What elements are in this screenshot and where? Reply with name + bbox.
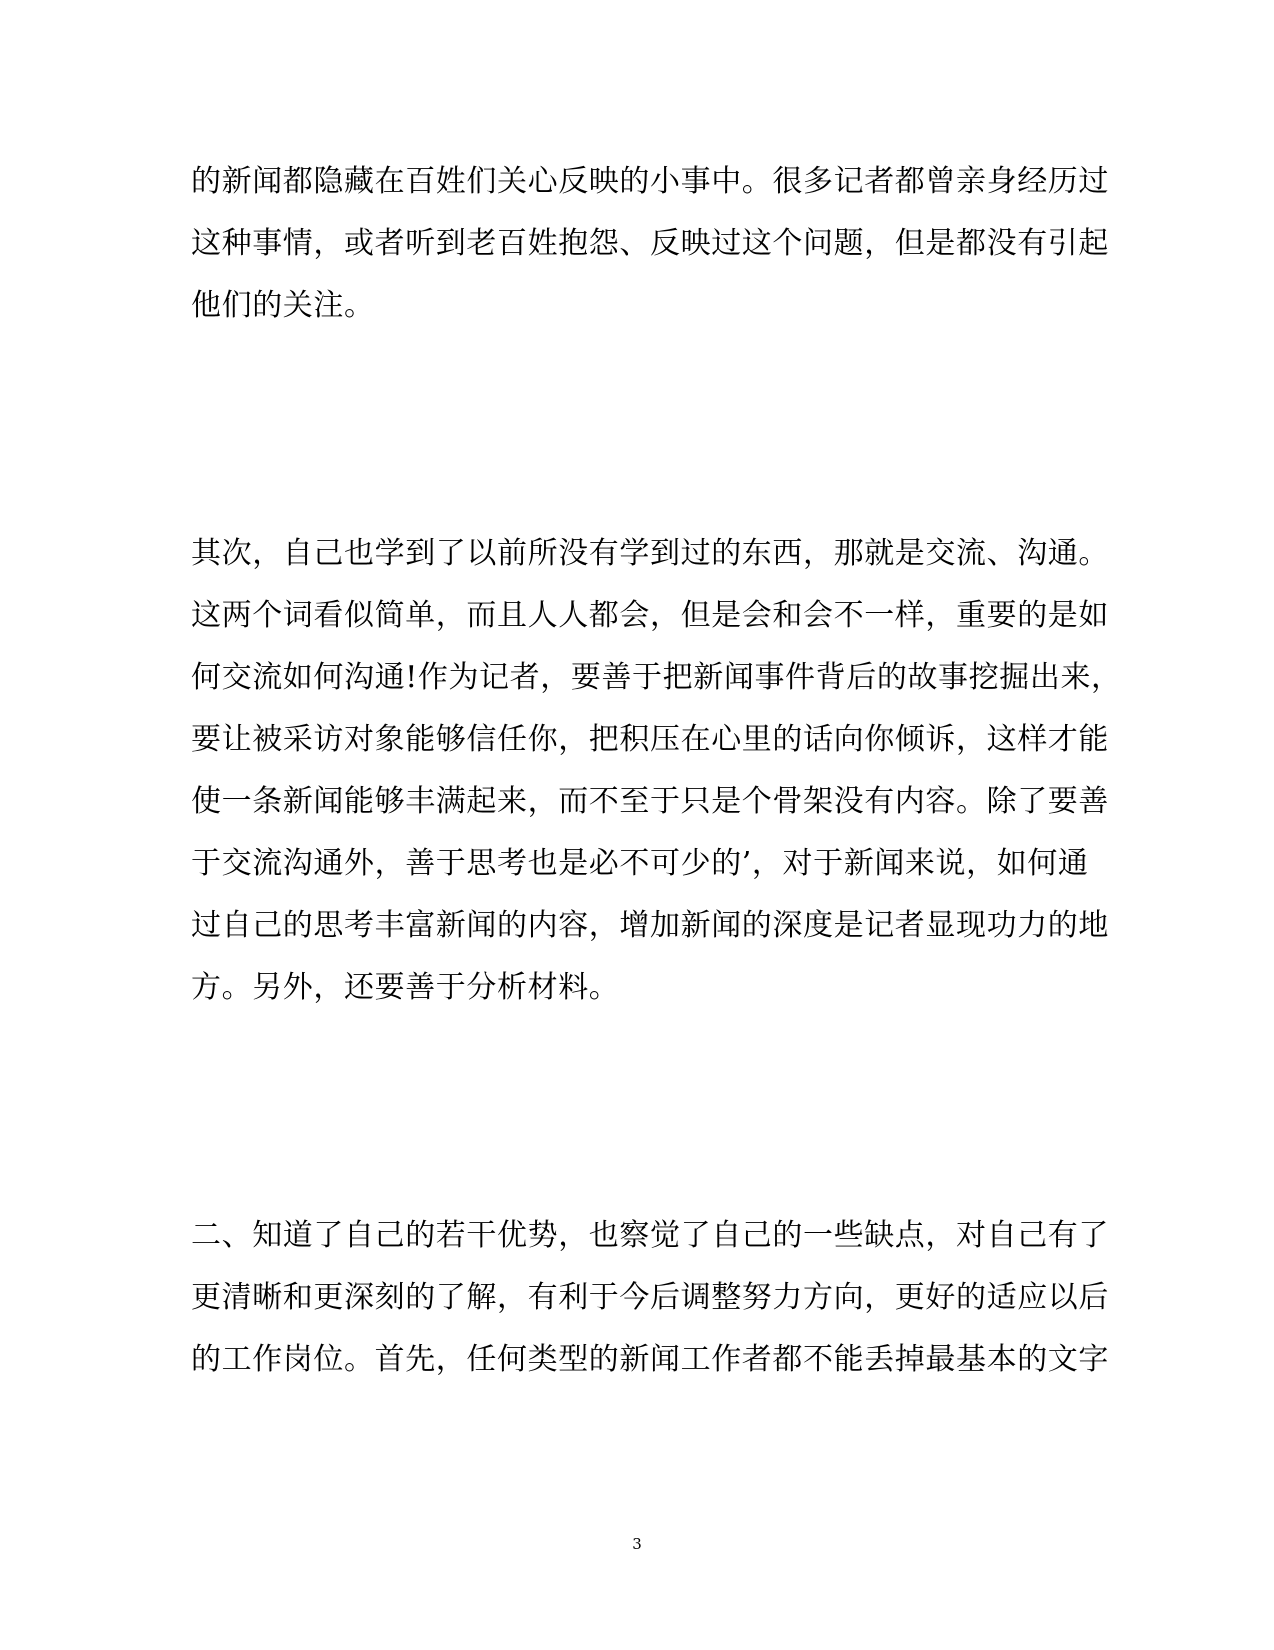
text-line: 其次，自己也学到了以前所没有学到过的东西，那就是交流、沟通。 bbox=[191, 536, 1109, 571]
text-line: 更清晰和更深刻的了解，有利于今后调整努力方向，更好的适应以后 bbox=[191, 1280, 1109, 1315]
page-number: 3 bbox=[632, 1535, 642, 1553]
text-line: 的工作岗位。首先，任何类型的新闻工作者都不能丢掉最基本的文字 bbox=[191, 1342, 1109, 1377]
text-line: 方。另外，还要善于分析材料。 bbox=[191, 970, 620, 1005]
text-line: 这种事情，或者听到老百姓抱怨、反映过这个问题，但是都没有引起 bbox=[191, 226, 1109, 261]
text-line: 要让被采访对象能够信任你，把积压在心里的话向你倾诉，这样才能 bbox=[191, 722, 1109, 757]
text-line: 使一条新闻能够丰满起来，而不至于只是个骨架没有内容。除了要善 bbox=[191, 784, 1109, 819]
text-line: 何交流如何沟通!作为记者，要善于把新闻事件背后的故事挖掘出来， bbox=[191, 660, 1122, 695]
text-line: 这两个词看似简单，而且人人都会，但是会和会不一样，重要的是如 bbox=[191, 598, 1109, 633]
text-line: 过自己的思考丰富新闻的内容，增加新闻的深度是记者显现功力的地 bbox=[191, 908, 1109, 943]
text-line: 于交流沟通外，善于思考也是必不可少的’，对于新闻来说，如何通 bbox=[191, 846, 1089, 881]
text-line: 他们的关注。 bbox=[191, 288, 375, 323]
text-line: 的新闻都隐藏在百姓们关心反映的小事中。很多记者都曾亲身经历过 bbox=[191, 164, 1109, 199]
text-line: 二、知道了自己的若干优势，也察觉了自己的一些缺点，对自己有了 bbox=[191, 1218, 1109, 1253]
